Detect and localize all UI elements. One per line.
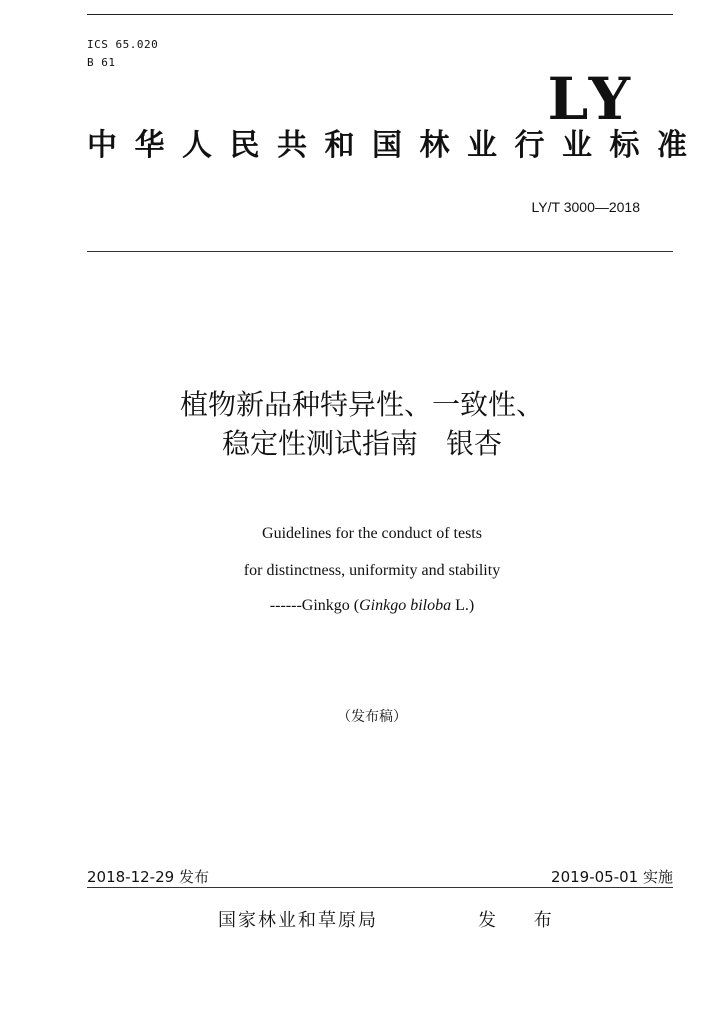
issue-date: 2018-12-29 发布: [87, 868, 209, 886]
ly-logo: LY: [547, 65, 634, 133]
draft-label: （发布稿）: [337, 709, 407, 725]
footer-divider: [87, 887, 673, 888]
implement-date: 2019-05-01 实施: [551, 868, 673, 886]
scientific-name: Ginkgo biloba: [359, 597, 452, 614]
english-title-line-3-prefix: ------Ginkgo (: [269, 597, 360, 614]
english-title-line-2: for distinctness, uniformity and stability: [243, 562, 501, 579]
english-title-line-1: Guidelines for the conduct of tests: [262, 525, 482, 542]
standard-code: LY/T 3000—2018: [531, 199, 640, 215]
publish-label: 发 布: [478, 910, 568, 931]
top-rule: [87, 14, 673, 15]
english-title-line-3: [0, 598, 724, 614]
standard-category-title: 中华人民共和国林业行业标准: [87, 128, 705, 163]
publisher-name: 国家林业和草原局: [218, 910, 378, 931]
header-divider: [87, 251, 673, 252]
ics-code: ICS 65.020: [87, 38, 159, 51]
ccs-code: B 61: [87, 56, 116, 69]
chinese-title-line-1: 植物新品种特异性、一致性、: [179, 388, 544, 421]
chinese-title-line-2: 稳定性测试指南 银杏: [221, 427, 502, 460]
english-title-line-3-suffix: L.): [451, 597, 475, 614]
